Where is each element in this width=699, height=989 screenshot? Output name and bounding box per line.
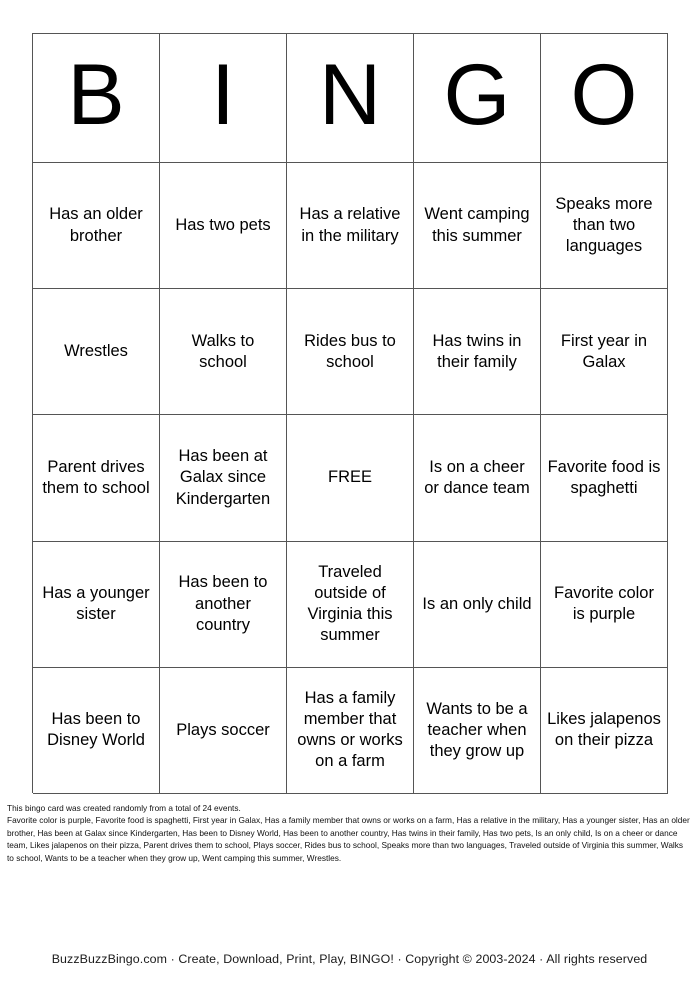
bingo-cell-r3c2[interactable]	[160, 415, 287, 541]
bingo-cell-label: Rides bus to school	[304, 331, 396, 371]
bingo-cell-r5c4[interactable]	[414, 668, 541, 794]
bingo-cell-label: Has been at Galax since Kindergarten	[175, 447, 271, 508]
bingo-cell-r1c1[interactable]	[33, 163, 160, 289]
bingo-free-label: FREE	[327, 468, 372, 487]
bingo-cell-label: Plays soccer	[176, 720, 270, 739]
bingo-cell-label: Walks to school	[191, 331, 255, 371]
bingo-cell-label: Traveled outside of Virginia this summer	[307, 562, 393, 645]
bingo-header-letter-n	[287, 34, 414, 163]
bingo-cell-r4c2[interactable]	[160, 542, 287, 668]
bingo-cell-label: Has been to Disney World	[47, 710, 145, 750]
bingo-cell-r5c2[interactable]	[160, 668, 287, 794]
bingo-cell-r5c3[interactable]	[287, 668, 414, 794]
header-letter-text: N	[318, 47, 382, 143]
bingo-cell-label: Is on a cheer or dance team	[424, 457, 530, 497]
bingo-cell-label: Favorite color is purple	[554, 584, 654, 624]
header-letter-text: I	[211, 47, 235, 143]
bingo-row-1	[33, 163, 668, 289]
header-letter-text: B	[67, 47, 125, 143]
bingo-cell-free-space[interactable]	[287, 415, 414, 541]
fineprint-summary: This bingo card was created randomly from a total of 24 events.	[7, 803, 241, 813]
bingo-cell-r5c1[interactable]	[33, 668, 160, 794]
bingo-cell-label: Has twins in their family	[432, 331, 522, 371]
bingo-header-letter-b	[33, 34, 160, 163]
bingo-cell-r2c5[interactable]	[541, 289, 668, 415]
bingo-cell-label: First year in Galax	[560, 331, 648, 371]
bingo-cell-label: Speaks more than two languages	[555, 194, 653, 256]
fineprint-block	[7, 802, 691, 864]
bingo-header-row	[33, 34, 668, 163]
bingo-cell-label: Has been to another country	[178, 573, 268, 634]
bingo-cell-label: Wants to be a teacher when they grow up	[426, 699, 528, 760]
bingo-cell-r2c3[interactable]	[287, 289, 414, 415]
bingo-row-2	[33, 289, 668, 415]
bingo-card-grid	[32, 33, 668, 793]
bingo-cell-r2c2[interactable]	[160, 289, 287, 415]
header-letter-text: O	[570, 47, 638, 143]
header-letter-text: G	[443, 47, 511, 143]
bingo-cell-r2c4[interactable]	[414, 289, 541, 415]
bingo-cell-r3c1[interactable]	[33, 415, 160, 541]
bingo-cell-r4c4[interactable]	[414, 542, 541, 668]
bingo-header-letter-i	[160, 34, 287, 163]
bingo-cell-r1c2[interactable]	[160, 163, 287, 289]
bingo-row-5	[33, 668, 668, 794]
bingo-header-letter-g	[414, 34, 541, 163]
bingo-cell-r4c1[interactable]	[33, 542, 160, 668]
page-footer	[0, 952, 699, 966]
footer-text: BuzzBuzzBingo.com · Create, Download, Print, Play, BINGO! · Copyright © 2003-2024 · All rights reserved	[51, 952, 648, 966]
bingo-cell-label: Has a relative in the military	[299, 205, 401, 245]
bingo-row-3	[33, 415, 668, 541]
bingo-cell-r1c5[interactable]	[541, 163, 668, 289]
bingo-cell-r3c4[interactable]	[414, 415, 541, 541]
bingo-cell-r4c5[interactable]	[541, 542, 668, 668]
bingo-cell-label: Has a family member that owns or works on a farm	[297, 689, 403, 771]
bingo-cell-label: Wrestles	[64, 342, 128, 361]
bingo-cell-r3c5[interactable]	[541, 415, 668, 541]
bingo-row-4	[33, 542, 668, 668]
bingo-cell-label: Has two pets	[175, 216, 271, 235]
bingo-cell-label: Went camping this summer	[424, 205, 530, 245]
bingo-cell-r1c4[interactable]	[414, 163, 541, 289]
bingo-cell-label: Likes jalapenos on their pizza	[547, 710, 661, 750]
bingo-header-letter-o	[541, 34, 668, 163]
bingo-cell-r2c1[interactable]	[33, 289, 160, 415]
bingo-cell-label: Has an older brother	[49, 205, 143, 245]
bingo-cell-label: Favorite food is spaghetti	[547, 457, 661, 497]
bingo-cell-r4c3[interactable]	[287, 542, 414, 668]
bingo-cell-label: Has a younger sister	[42, 584, 150, 624]
fineprint-event-list: Favorite color is purple, Favorite food is spaghetti, First year in Galax, Has a family member that owns or works on a farm, Has a relative in the military, Has a younger sister, Has an older brother, Has been at Galax since Kindergarten, Has been to Disney World, Has been to another country, Has twins in their family, Has two pets, Is an only child, Is on a cheer or dance team, Likes jalapenos on their pizza, Parent drives them to school, Plays soccer, Rides bus to school, Speaks more than two languages, Traveled outside of Virginia this summer, Walks to school, Wants to be a teacher when they grow up, Went camping this summer, Wrestles.	[7, 815, 690, 863]
bingo-cell-label: Is an only child	[422, 594, 532, 613]
bingo-cell-r1c3[interactable]	[287, 163, 414, 289]
bingo-cell-r5c5[interactable]	[541, 668, 668, 794]
bingo-cell-label: Parent drives them to school	[42, 457, 150, 497]
